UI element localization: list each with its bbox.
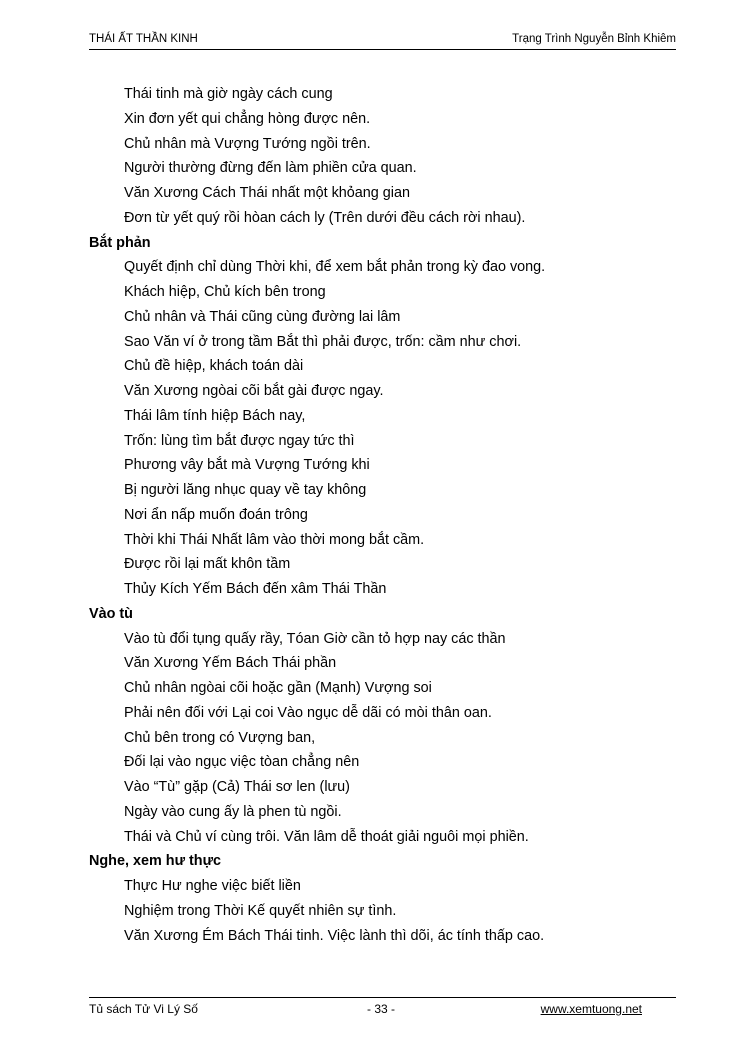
verse-line: Nghiệm trong Thời Kế quyết nhiên sự tình. <box>124 902 397 919</box>
verse-line: Quyết định chỉ dùng Thời khi, để xem bắt phản trong kỳ đao vong. <box>124 259 546 276</box>
verse-line: Thái và Chủ ví cùng trôi. Văn lâm dễ thoát giải nguôi mọi phiền. <box>124 828 529 845</box>
header-book-title: THÁI ẤT THẦN KINH <box>89 33 198 45</box>
header-author: Trạng Trình Nguyễn Bỉnh Khiêm <box>512 33 676 45</box>
verse-line: Văn Xương Ém Bách Thái tinh. Việc lành thì dõi, ác tính thấp cao. <box>124 927 545 944</box>
verse-line: Trốn: lùng tìm bắt được ngay tức thì <box>124 432 355 449</box>
verse-line: Chủ nhân ngòai cõi hoặc gần (Mạnh) Vượng soi <box>124 680 432 696</box>
verse-line: Được rồi lại mất khôn tầm <box>124 556 291 573</box>
page-footer <box>89 997 676 1020</box>
section-heading: Vào tù <box>89 605 133 622</box>
verse-line: Thực Hư nghe việc biết liền <box>124 878 301 894</box>
verse-line: Văn Xương Yếm Bách Thái phần <box>124 655 337 672</box>
footer-website-link[interactable]: www.xemtuong.net <box>540 1002 642 1016</box>
verse-line: Chủ bên trong có Vượng ban, <box>124 729 316 746</box>
verse-line: Khách hiệp, Chủ kích bên trong <box>124 284 326 300</box>
verse-line: Bị người lăng nhục quay về tay không <box>124 482 367 498</box>
verse-line: Vào tù đổi tụng quấy rầy, Tóan Giờ cần tỏ hợp nay các thần <box>124 630 506 647</box>
verse-line: Nơi ẩn nấp muốn đoán trông <box>124 506 308 523</box>
verse-line: Thủy Kích Yếm Bách đến xâm Thái Thần <box>124 581 387 597</box>
verse-line: Đối lại vào ngục việc tòan chẳng nên <box>124 754 360 771</box>
section-heading: Bắt phản <box>89 234 151 251</box>
verse-line: Thời khi Thái Nhất lâm vào thời mong bắt cầm. <box>124 531 425 548</box>
page-header <box>89 33 676 50</box>
verse-line: Chủ đề hiệp, khách toán dài <box>124 358 304 375</box>
verse-line: Đơn từ yết quý rồi hòan cách ly (Trên dưới đều cách rời nhau). <box>124 209 526 226</box>
verse-line: Thái tinh mà giờ ngày cách cung <box>124 86 333 102</box>
verse-line: Chủ nhân mà Vượng Tướng ngồi trên. <box>124 135 371 152</box>
verse-line: Người thường đừng đến làm phiền cửa quan. <box>124 160 417 177</box>
verse-line: Vào “Tù” gặp (Cả) Thái sơ len (lưu) <box>124 779 350 795</box>
verse-line: Chủ nhân và Thái cũng cùng đường lai lâm <box>124 308 401 325</box>
verse-line: Văn Xương ngòai cõi bắt gài được ngay. <box>124 383 384 399</box>
page-body <box>89 82 689 948</box>
verse-line: Văn Xương Cách Thái nhất một khỏang gian <box>124 185 411 201</box>
verse-line: Sao Văn ví ở trong tầm Bắt thì phải được, trốn: cầm như chơi. <box>124 333 522 350</box>
verse-line: Phương vây bắt mà Vượng Tướng khi <box>124 457 370 474</box>
verse-line: Xin đơn yết qui chẳng hòng được nên. <box>124 110 371 127</box>
verse-line: Ngày vào cung ấy là phen tù ngồi. <box>124 803 342 820</box>
page-number: - 33 - <box>367 1002 396 1016</box>
footer-series-name: Tủ sách Tử Vi Lý Số <box>89 1002 198 1016</box>
verse-line: Phải nên đối với Lại coi Vào ngục dễ dãi có mòi thân oan. <box>124 704 492 721</box>
verse-line: Thái lâm tính hiệp Bách nay, <box>124 407 306 424</box>
section-heading: Nghe, xem hư thực <box>89 853 221 870</box>
